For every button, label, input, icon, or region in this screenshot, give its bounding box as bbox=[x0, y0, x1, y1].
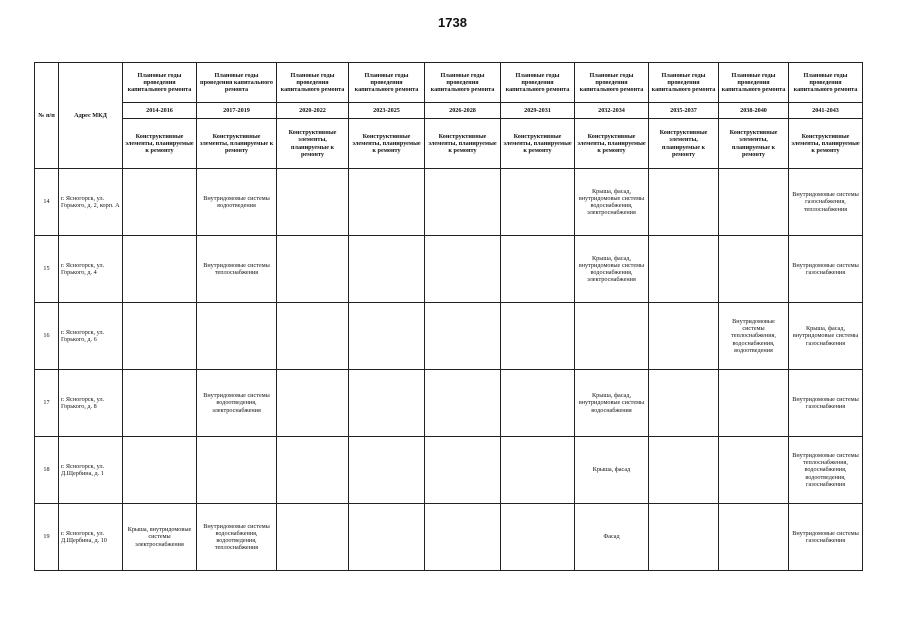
repair-elements-cell: Внутридомовые системы водоотведения bbox=[197, 169, 277, 236]
repair-elements-cell: Внутридомовые системы водоснабжения, водоотведения, теплоснабжения bbox=[197, 504, 277, 571]
repair-elements-cell bbox=[123, 437, 197, 504]
row-address: г. Ясногорск, ул. Д.Щербина, д. 10 bbox=[59, 504, 123, 571]
row-address: г. Ясногорск, ул. Горького, д. 6 bbox=[59, 303, 123, 370]
row-number: 19 bbox=[35, 504, 59, 571]
header-elements: Конструктивные элементы, планируемые к ремонту bbox=[277, 119, 349, 169]
repair-elements-cell bbox=[425, 303, 501, 370]
row-address: г. Ясногорск, ул. Горького, д. 2, корп. А bbox=[59, 169, 123, 236]
repair-elements-cell: Крыша, внутридомовые системы электроснабжения bbox=[123, 504, 197, 571]
repair-elements-cell bbox=[719, 504, 789, 571]
header-elements: Конструктивные элементы, планируемые к ремонту bbox=[789, 119, 863, 169]
header-elements: Конструктивные элементы, планируемые к ремонту bbox=[719, 119, 789, 169]
repair-elements-cell bbox=[425, 236, 501, 303]
repair-elements-cell bbox=[425, 370, 501, 437]
header-years: 2023-2025 bbox=[349, 103, 425, 119]
header-group: Плановые годы проведения капитального ремонта bbox=[277, 63, 349, 103]
repair-elements-cell bbox=[719, 169, 789, 236]
repair-elements-cell bbox=[277, 236, 349, 303]
repair-elements-cell bbox=[277, 437, 349, 504]
header-group: Плановые годы проведения капитального ремонта bbox=[789, 63, 863, 103]
repair-elements-cell bbox=[349, 370, 425, 437]
header-elements: Конструктивные элементы, планируемые к ремонту bbox=[123, 119, 197, 169]
header-group: Плановые годы проведения капитального ремонта bbox=[349, 63, 425, 103]
repair-elements-cell bbox=[719, 370, 789, 437]
repair-elements-cell bbox=[501, 437, 575, 504]
repair-elements-cell bbox=[123, 303, 197, 370]
repair-elements-cell bbox=[649, 437, 719, 504]
header-elements: Конструктивные элементы, планируемые к ремонту bbox=[197, 119, 277, 169]
repair-elements-cell bbox=[349, 437, 425, 504]
header-address: Адрес МКД bbox=[59, 63, 123, 169]
header-group: Плановые годы проведения капитального ремонта bbox=[425, 63, 501, 103]
header-group: Плановые годы проведения капитального ремонта bbox=[123, 63, 197, 103]
repair-elements-cell bbox=[277, 169, 349, 236]
header-elements: Конструктивные элементы, планируемые к ремонту bbox=[425, 119, 501, 169]
header-years: 2038-2040 bbox=[719, 103, 789, 119]
header-row-elements bbox=[35, 119, 863, 169]
page-number: 1738 bbox=[438, 15, 467, 30]
repair-elements-cell: Внутридомовые системы газоснабжения bbox=[789, 504, 863, 571]
header-group: Плановые годы проведения капитального ремонта bbox=[575, 63, 649, 103]
repair-elements-cell: Крыша, фасад bbox=[575, 437, 649, 504]
repair-elements-cell: Крыша, фасад, внутридомовые системы водоснабжения bbox=[575, 370, 649, 437]
repair-elements-cell: Внутридомовые системы теплоснабжения, водоснабжения, водоотведения bbox=[719, 303, 789, 370]
header-elements: Конструктивные элементы, планируемые к ремонту bbox=[649, 119, 719, 169]
table-row bbox=[35, 236, 863, 303]
repair-elements-cell bbox=[425, 169, 501, 236]
table-row bbox=[35, 370, 863, 437]
header-years: 2014-2016 bbox=[123, 103, 197, 119]
repair-elements-cell bbox=[349, 303, 425, 370]
repair-elements-cell bbox=[649, 169, 719, 236]
repair-elements-cell bbox=[649, 504, 719, 571]
repair-elements-cell: Внутридомовые системы газоснабжения bbox=[789, 370, 863, 437]
repair-elements-cell bbox=[197, 303, 277, 370]
header-years: 2029-2031 bbox=[501, 103, 575, 119]
repair-elements-cell bbox=[719, 437, 789, 504]
header-group: Плановые годы проведения капитального ремонта bbox=[649, 63, 719, 103]
capital-repair-table bbox=[34, 62, 863, 571]
repair-elements-cell bbox=[649, 370, 719, 437]
table-row bbox=[35, 437, 863, 504]
repair-elements-cell bbox=[649, 303, 719, 370]
repair-elements-cell bbox=[719, 236, 789, 303]
header-elements: Конструктивные элементы, планируемые к ремонту bbox=[501, 119, 575, 169]
repair-elements-cell: Крыша, фасад, внутридомовые системы газоснабжения bbox=[789, 303, 863, 370]
repair-elements-cell: Внутридомовые системы водоотведения, электроснабжения bbox=[197, 370, 277, 437]
header-row-years bbox=[35, 103, 863, 119]
row-number: 16 bbox=[35, 303, 59, 370]
repair-elements-cell: Внутридомовые системы теплоснабжения bbox=[197, 236, 277, 303]
table-row bbox=[35, 303, 863, 370]
repair-elements-cell bbox=[501, 370, 575, 437]
header-row-groups bbox=[35, 63, 863, 103]
header-num: № п/п bbox=[35, 63, 59, 169]
repair-elements-cell bbox=[501, 504, 575, 571]
repair-elements-cell: Крыша, фасад, внутридомовые системы водоснабжения, электроснабжения bbox=[575, 236, 649, 303]
header-group: Плановые годы проведения капитального ремонта bbox=[719, 63, 789, 103]
header-elements: Конструктивные элементы, планируемые к ремонту bbox=[575, 119, 649, 169]
repair-elements-cell: Внутридомовые системы газоснабжения, теплоснабжения bbox=[789, 169, 863, 236]
repair-elements-cell bbox=[123, 169, 197, 236]
repair-elements-cell bbox=[649, 236, 719, 303]
header-years: 2032-2034 bbox=[575, 103, 649, 119]
repair-elements-cell bbox=[425, 437, 501, 504]
repair-elements-cell bbox=[575, 303, 649, 370]
row-number: 14 bbox=[35, 169, 59, 236]
row-number: 17 bbox=[35, 370, 59, 437]
repair-elements-cell bbox=[277, 370, 349, 437]
header-years: 2041-2043 bbox=[789, 103, 863, 119]
row-address: г. Ясногорск, ул. Горького, д. 4 bbox=[59, 236, 123, 303]
row-number: 15 bbox=[35, 236, 59, 303]
repair-elements-cell bbox=[123, 236, 197, 303]
repair-elements-cell bbox=[349, 169, 425, 236]
repair-elements-cell bbox=[123, 370, 197, 437]
repair-elements-cell bbox=[425, 504, 501, 571]
repair-elements-cell bbox=[501, 169, 575, 236]
repair-elements-cell: Крыша, фасад, внутридомовые системы водоснабжения, электроснабжения bbox=[575, 169, 649, 236]
repair-elements-cell: Внутридомовые системы теплоснабжения, водоснабжения, водоотведения, газоснабжения bbox=[789, 437, 863, 504]
row-address: г. Ясногорск, ул. Д.Щербина, д. 1 bbox=[59, 437, 123, 504]
header-years: 2017-2019 bbox=[197, 103, 277, 119]
table-row bbox=[35, 169, 863, 236]
repair-elements-cell bbox=[277, 504, 349, 571]
header-elements: Конструктивные элементы, планируемые к ремонту bbox=[349, 119, 425, 169]
row-address: г. Ясногорск, ул. Горького, д. 8 bbox=[59, 370, 123, 437]
header-years: 2035-2037 bbox=[649, 103, 719, 119]
repair-elements-cell: Фасад bbox=[575, 504, 649, 571]
repair-elements-cell bbox=[349, 236, 425, 303]
repair-elements-cell bbox=[349, 504, 425, 571]
repair-elements-cell bbox=[277, 303, 349, 370]
repair-elements-cell bbox=[197, 437, 277, 504]
header-group: Плановые годы проведения капитального ремонта bbox=[197, 63, 277, 103]
table-body bbox=[35, 169, 863, 571]
repair-elements-cell bbox=[501, 236, 575, 303]
repair-elements-cell: Внутридомовые системы газоснабжения bbox=[789, 236, 863, 303]
header-years: 2020-2022 bbox=[277, 103, 349, 119]
header-group: Плановые годы проведения капитального ремонта bbox=[501, 63, 575, 103]
repair-elements-cell bbox=[501, 303, 575, 370]
row-number: 18 bbox=[35, 437, 59, 504]
header-years: 2026-2028 bbox=[425, 103, 501, 119]
table-row bbox=[35, 504, 863, 571]
